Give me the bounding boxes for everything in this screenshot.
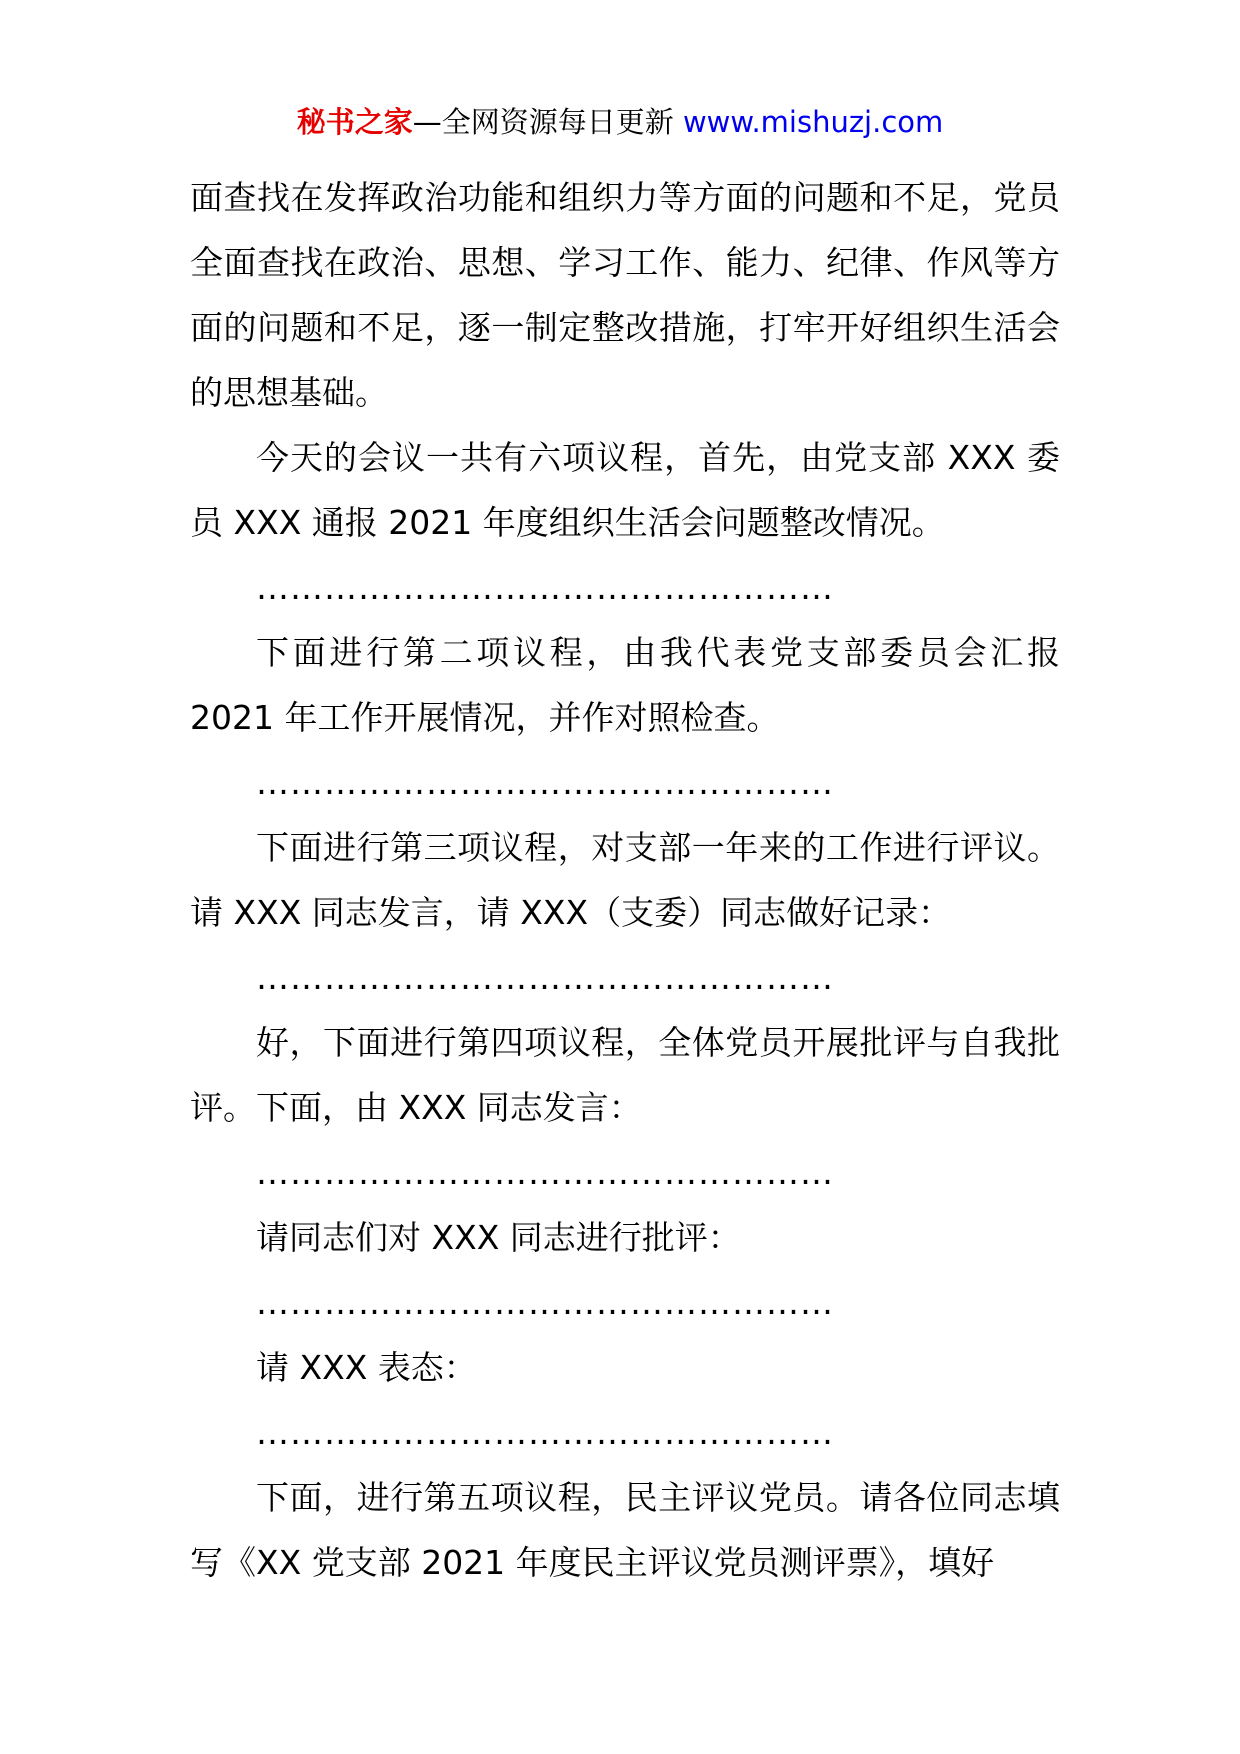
- paragraph-agenda-intro: 今天的会议一共有六项议程，首先，由党支部 XXX 委员 XXX 通报 2021 年度组织生活会问题整改情况。: [190, 438, 1060, 542]
- paragraph-agenda-5: 下面，进行第五项议程，民主评议党员。请各位同志填写《XX 党支部 2021 年度民主评议党员测评票》，填好: [190, 1478, 1060, 1582]
- page-header: [0, 100, 1240, 144]
- paragraph-agenda-4: 好，下面进行第四项议程，全体党员开展批评与自我批评。下面，由 XXX 同志发言：: [190, 1023, 1060, 1127]
- paragraph-continuation: 面查找在发挥政治功能和组织力等方面的问题和不足，党员全面查找在政治、思想、学习工作、能力、纪律、作风等方面的问题和不足，逐一制定整改措施，打牢开好组织生活会的思想基础。: [190, 178, 1060, 412]
- header-tagline: —全网资源每日更新: [412, 105, 674, 139]
- ellipsis-placeholder: ……………………………………………: [256, 568, 834, 607]
- ellipsis-placeholder: ……………………………………………: [256, 1153, 834, 1192]
- paragraph-criticism-request: 请同志们对 XXX 同志进行批评：: [256, 1218, 741, 1257]
- ellipsis-placeholder: ……………………………………………: [256, 958, 834, 997]
- paragraph-statement-request: 请 XXX 表态：: [256, 1348, 477, 1387]
- paragraph-agenda-2: 下面进行第二项议程，由我代表党支部委员会汇报 2021 年工作开展情况，并作对照检查。: [190, 633, 1060, 737]
- site-url-link[interactable]: www.mishuzj.com: [682, 105, 944, 139]
- brand-name: 秘书之家: [296, 105, 413, 139]
- ellipsis-placeholder: ……………………………………………: [256, 1283, 834, 1322]
- ellipsis-placeholder: ……………………………………………: [256, 763, 834, 802]
- document-body: [190, 165, 1060, 1595]
- paragraph-agenda-3: 下面进行第三项议程，对支部一年来的工作进行评议。请 XXX 同志发言，请 XXX（支委）同志做好记录：: [190, 828, 1060, 932]
- ellipsis-placeholder: ……………………………………………: [256, 1413, 834, 1452]
